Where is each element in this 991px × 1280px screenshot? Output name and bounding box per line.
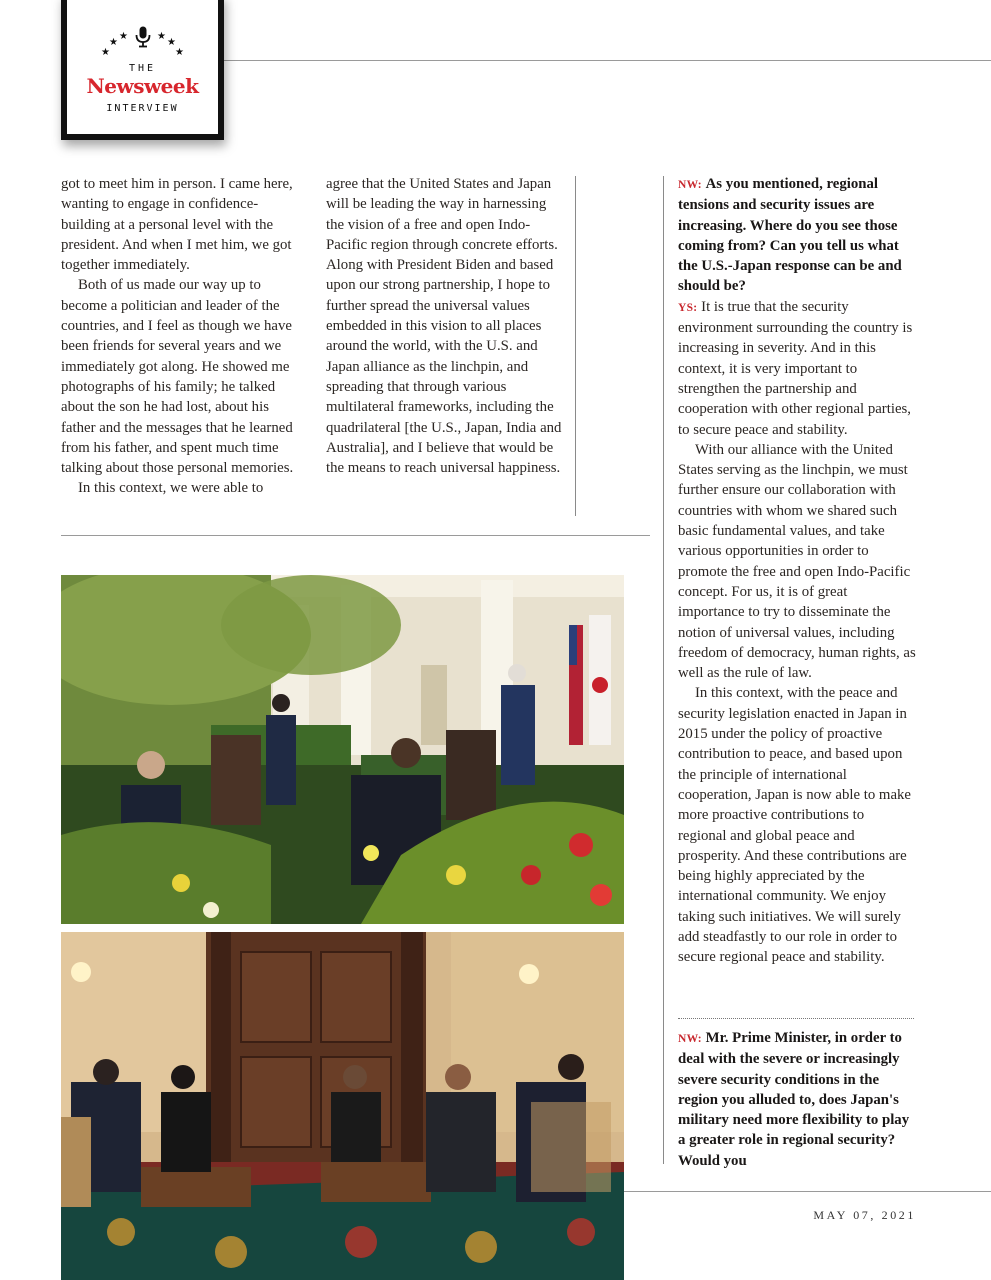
paragraph: got to meet him in person. I came here, wanting to engage in confidence-building at a personal level with the president. And when I met him, we got together immediately. [61,176,293,274]
paragraph: With our alliance with the United States serving as the linchpin, we must further ensure our collaboration with countries with whom we shared such basic fundamental values, and take various opportunities in order to promote the free and open Indo-Pacific concept. For us, it is of great importance to try to disseminate the notion of universal values, including freedom of democracy, human rights, as well as the rule of law. [678,441,916,682]
star-icon: ★ [175,47,184,58]
article-column-1 [61,174,299,499]
newsweek-logo: Newsweek [86,74,199,98]
question-text: Mr. Prime Minister, in order to deal with the severe or increasingly severe security conditions in the region you alluded to, does Japan's military need more flexibility to play a greater role in regional security? Would you [678,1030,910,1169]
star-icon: ★ [167,37,176,48]
star-icon: ★ [119,31,128,42]
paragraph: Both of us made our way up to become a politician and leader of the countries, and I feel as though we have been friends for several years and we immediately got along. He showed me photographs of his family; he talked about the son he had lost, about his father and the messages that he learned from his father, and spent much time talking about those personal memories. [61,277,294,477]
badge-interview-label: INTERVIEW [106,103,179,114]
section-rule [61,535,650,536]
interviewer-tag: NW: [678,1033,702,1045]
paragraph: In this context, we were able to [78,480,264,497]
header-rule [222,60,991,61]
newsweek-interview-badge [61,0,224,140]
photo-rose-garden-press-conference [61,575,624,924]
respondent-tag: YS: [678,301,698,314]
article-column-2 [326,174,566,478]
star-icon: ★ [109,37,118,48]
star-icon: ★ [157,31,166,42]
issue-date: MAY 07, 2021 [813,1208,916,1222]
column-divider [575,176,576,516]
paragraph: In this context, with the peace and security legislation enacted in Japan in 2015 under the policy of proactive contribution to peace, and based upon the principle of international cooperation, Japan is now able to make more proactive contributions to regional and global peace and prosperity. And these contributions are being highly appreciated by the international community. We enjoy taking such initiatives. We will surely add steadfastly to our role in order to secure regional peace and stability. [678,685,911,966]
paragraph: agree that the United States and Japan will be leading the way in harnessing the vision of a free and open Indo-Pacific region through concrete efforts. Along with President Biden and based upon our strong partnership, I hope to further spread the universal values embedded in this vision to all places around the world, with the U.S. and Japan alliance as the linchpin, and spreading that through various multilateral frameworks, including the quadrilateral [the U.S., Japan, India and Australia], and I believe that would be the means to reach universal happiness. [326,176,562,477]
column-divider [663,176,664,1164]
article-column-3 [678,174,916,968]
article-column-3-continued [678,1028,916,1171]
question-separator [678,1018,914,1019]
interviewer-tag: NW: [678,179,702,191]
star-icon: ★ [101,47,110,58]
question-text: As you mentioned, regional tensions and security issues are increasing. Where do you see those coming from? Can you tell us what the U.S.-Japan response can be and should be? [678,176,902,295]
badge-the-label: THE [128,63,157,74]
photo-bilateral-meeting-room [61,932,624,1280]
answer-text: It is true that the security environment surrounding the country is increasing in severity. And in this context, it is very important to strengthen the partnership and cooperation with other regional parties, to secure peace and stability. [678,298,913,438]
footer-rule [624,1191,991,1192]
